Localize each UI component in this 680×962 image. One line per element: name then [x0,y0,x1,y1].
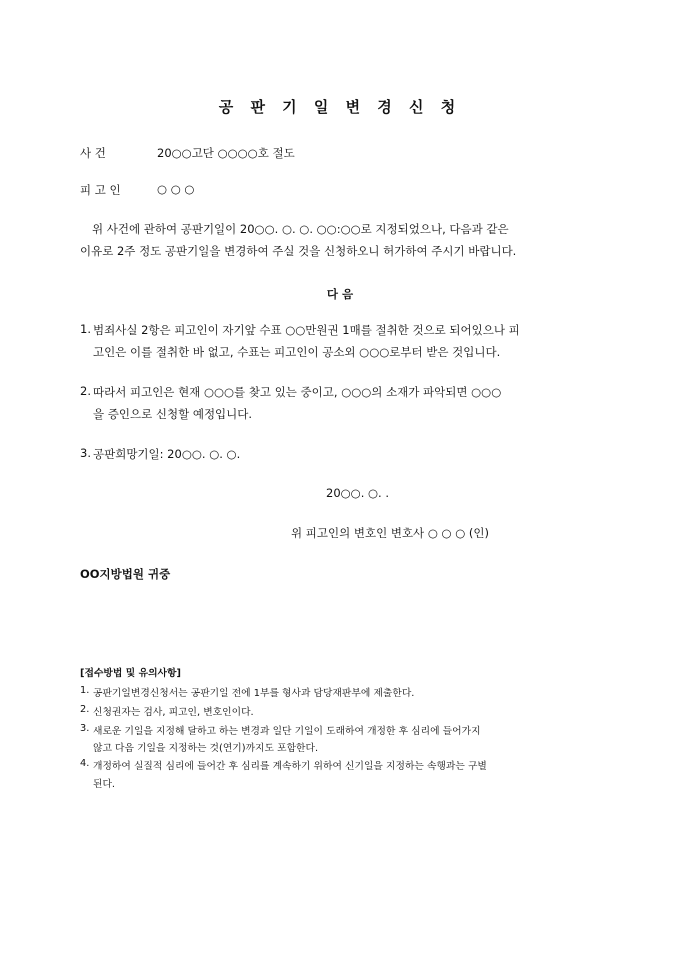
note-line: 신청권자는 검사, 피고인, 변호인이다. [93,707,254,718]
defendant-label: 피 고 인 [80,183,121,197]
item-line: 을 증인으로 신청할 예정입니다. [93,407,253,421]
item-line: 범죄사실 2항은 피고인이 자기앞 수표 ○○만원권 1매를 절취한 것으로 되어있으나 피 [93,323,520,337]
note-line: 않고 다음 기일을 지정하는 것(연기)까지도 포함한다. [93,743,319,754]
item-line: 공판희망기일: 20○○. ○. ○. [93,447,241,461]
defendant-value: ○ ○ ○ [157,182,195,196]
intro-line-2: 이유로 2주 정도 공판기일을 변경하여 주실 것을 신청하오니 허가하여 주시기 바랍니다. [80,244,517,258]
note-number: 4. [80,758,90,769]
page-title: 공 판 기 일 변 경 신 청 [218,98,462,116]
item-line: 따라서 피고인은 현재 ○○○를 찾고 있는 중이고, ○○○의 소재가 파악되면 ○○○ [93,385,502,399]
section-heading: 다 음 [326,287,354,301]
court-addressee: OO지방법원 귀중 [80,567,171,581]
note-number: 2. [80,704,90,715]
notes-heading: [접수방법 및 유의사항] [80,668,181,679]
note-number: 1. [80,685,90,696]
document-date: 20○○. ○. . [326,486,390,500]
note-line: 개정하여 실질적 심리에 들어간 후 심리를 계속하기 위하여 신기일을 지정하는 속행과는 구별 [93,761,487,772]
note-number: 3. [80,723,90,734]
intro-line-1: 위 사건에 관하여 공판기일이 20○○. ○. ○. ○○:○○로 지정되었으나, 다음과 같은 [92,222,509,236]
case-label: 사 건 [80,146,106,160]
note-line: 된다. [93,779,116,790]
note-line: 새로운 기일을 지정해 달하고 하는 변경과 일단 기일이 도래하여 개정한 후 심리에 들어가지 [93,726,481,737]
signature-line: 위 피고인의 변호인 변호사 ○ ○ ○ (인) [291,526,489,540]
item-line: 고인은 이를 절취한 바 없고, 수표는 피고인이 공소외 ○○○로부터 받은 것입니다. [93,345,501,359]
item-number: 2. [80,384,91,398]
note-line: 공판기일변경신청서는 공판기일 전에 1부를 형사과 담당재판부에 제출한다. [93,688,415,699]
item-number: 3. [80,446,91,460]
item-number: 1. [80,322,91,336]
case-value: 20○○고단 ○○○○호 절도 [157,146,295,160]
